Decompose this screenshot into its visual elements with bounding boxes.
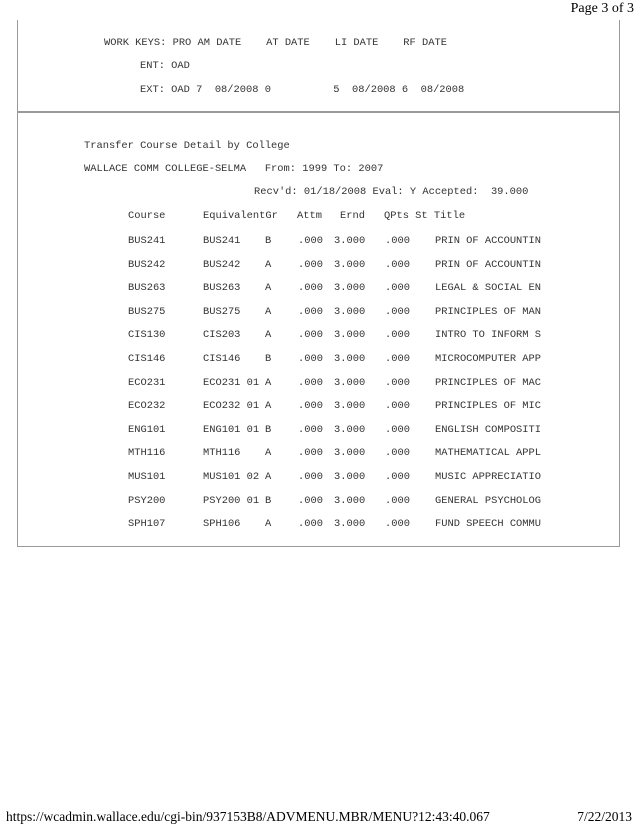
cell-grade: A (265, 305, 272, 318)
cell-attm: .000 (298, 376, 323, 389)
cell-course: PSY200 (128, 494, 166, 507)
cell-equivalent: ECO232 01 (203, 400, 260, 413)
cell-ernd: 3.000 (334, 423, 366, 436)
cell-course: BUS275 (128, 305, 166, 318)
cell-equivalent: SPH106 (203, 518, 241, 531)
cell-title: MUSIC APPRECIATIO (435, 471, 542, 483)
cell-ernd: 3.000 (334, 235, 366, 247)
cell-attm: .000 (298, 258, 323, 271)
cell-title: GENERAL PSYCHOLOG (435, 494, 542, 507)
cell-ernd: 3.000 (334, 494, 366, 507)
cell-attm: .000 (298, 329, 323, 342)
cell-course: ENG101 (128, 423, 166, 436)
cell-grade: A (265, 400, 272, 413)
cell-qpts: .000 (385, 305, 410, 318)
cell-qpts: .000 (385, 258, 410, 271)
cell-title: PRIN OF ACCOUNTIN (435, 235, 542, 247)
col-equivalent-gr: EquivalentGr (203, 210, 278, 222)
cell-attm: .000 (298, 471, 323, 483)
cell-qpts: .000 (385, 471, 410, 483)
cell-course: CIS130 (128, 329, 166, 342)
cell-attm: .000 (298, 423, 323, 436)
cell-qpts: .000 (385, 353, 410, 365)
cell-attm: .000 (298, 282, 323, 295)
page-number: Page 3 of 3 (570, 1, 634, 16)
cell-grade: B (265, 494, 272, 507)
cell-ernd: 3.000 (334, 353, 366, 365)
cell-ernd: 3.000 (334, 447, 366, 460)
col-attm: Attm (297, 210, 322, 222)
cell-qpts: .000 (385, 423, 410, 436)
ent-line: ENT: OAD (140, 60, 190, 72)
cell-qpts: .000 (385, 376, 410, 389)
work-keys-line: WORK KEYS: PRO AM DATE AT DATE LI DATE RF DATE (104, 37, 447, 49)
cell-equivalent: ECO231 01 (203, 376, 260, 389)
cell-equivalent: MTH116 (203, 447, 241, 460)
cell-grade: A (265, 471, 272, 483)
col-qpts-st-title: QPts St Title (384, 210, 466, 222)
cell-equivalent: BUS242 (203, 258, 241, 271)
cell-qpts: .000 (385, 235, 410, 247)
cell-equivalent: ENG101 01 (203, 423, 260, 436)
cell-grade: A (265, 282, 272, 295)
cell-course: ECO231 (128, 376, 166, 389)
cell-grade: B (265, 353, 272, 365)
cell-ernd: 3.000 (334, 400, 366, 413)
cell-grade: A (265, 258, 272, 271)
cell-equivalent: CIS146 (203, 353, 241, 365)
cell-title: MICROCOMPUTER APP (435, 353, 542, 365)
cell-title: INTRO TO INFORM S (435, 329, 542, 342)
college-line: WALLACE COMM COLLEGE-SELMA From: 1999 To: 2007 (84, 163, 384, 175)
cell-grade: B (265, 423, 272, 436)
cell-course: BUS263 (128, 282, 166, 295)
footer-date: 7/22/2013 (577, 809, 632, 824)
cell-qpts: .000 (385, 400, 410, 413)
cell-equivalent: PSY200 01 (203, 494, 260, 507)
cell-equivalent: CIS203 (203, 329, 241, 342)
cell-attm: .000 (298, 518, 323, 531)
cell-ernd: 3.000 (334, 258, 366, 271)
cell-course: MTH116 (128, 447, 166, 460)
footer-url: https://wcadmin.wallace.edu/cgi-bin/937153B8/ADVMENU.MBR/MENU?12:43:40.067 (6, 809, 490, 824)
cell-grade: A (265, 447, 272, 460)
cell-ernd: 3.000 (334, 518, 366, 531)
cell-ernd: 3.000 (334, 329, 366, 342)
cell-ernd: 3.000 (334, 376, 366, 389)
cell-title: PRINCIPLES OF MIC (435, 400, 542, 413)
cell-grade: A (265, 329, 272, 342)
cell-title: PRIN OF ACCOUNTIN (435, 258, 542, 271)
cell-ernd: 3.000 (334, 282, 366, 295)
cell-attm: .000 (298, 447, 323, 460)
cell-qpts: .000 (385, 282, 410, 295)
received-line: Recv'd: 01/18/2008 Eval: Y Accepted: 39.000 (254, 186, 529, 198)
cell-course: CIS146 (128, 353, 166, 365)
cell-title: ENGLISH COMPOSITI (435, 423, 542, 436)
cell-title: PRINCIPLES OF MAN (435, 305, 542, 318)
cell-attm: .000 (298, 353, 323, 365)
cell-grade: A (265, 376, 272, 389)
cell-ernd: 3.000 (334, 305, 366, 318)
cell-attm: .000 (298, 235, 323, 247)
ext-line: EXT: OAD 7 08/2008 0 5 08/2008 6 08/2008 (140, 84, 465, 96)
cell-course: SPH107 (128, 518, 166, 531)
work-keys-box (17, 20, 620, 112)
cell-qpts: .000 (385, 494, 410, 507)
cell-course: BUS241 (128, 235, 166, 247)
cell-course: BUS242 (128, 258, 166, 271)
col-course: Course (128, 210, 166, 222)
cell-equivalent: MUS101 02 (203, 471, 260, 483)
section-title: Transfer Course Detail by College (84, 140, 290, 152)
cell-title: MATHEMATICAL APPL (435, 447, 542, 460)
cell-grade: B (265, 235, 272, 247)
cell-qpts: .000 (385, 447, 410, 460)
cell-equivalent: BUS263 (203, 282, 241, 295)
cell-course: MUS101 (128, 471, 166, 483)
cell-attm: .000 (298, 400, 323, 413)
cell-attm: .000 (298, 305, 323, 318)
cell-grade: A (265, 518, 272, 531)
cell-title: FUND SPEECH COMMU (435, 518, 542, 531)
cell-qpts: .000 (385, 329, 410, 342)
cell-attm: .000 (298, 494, 323, 507)
cell-equivalent: BUS275 (203, 305, 241, 318)
cell-equivalent: BUS241 (203, 235, 241, 247)
col-ernd: Ernd (340, 210, 365, 222)
cell-title: LEGAL & SOCIAL EN (435, 282, 542, 295)
cell-ernd: 3.000 (334, 471, 366, 483)
cell-title: PRINCIPLES OF MAC (435, 376, 542, 389)
cell-qpts: .000 (385, 518, 410, 531)
cell-course: ECO232 (128, 400, 166, 413)
